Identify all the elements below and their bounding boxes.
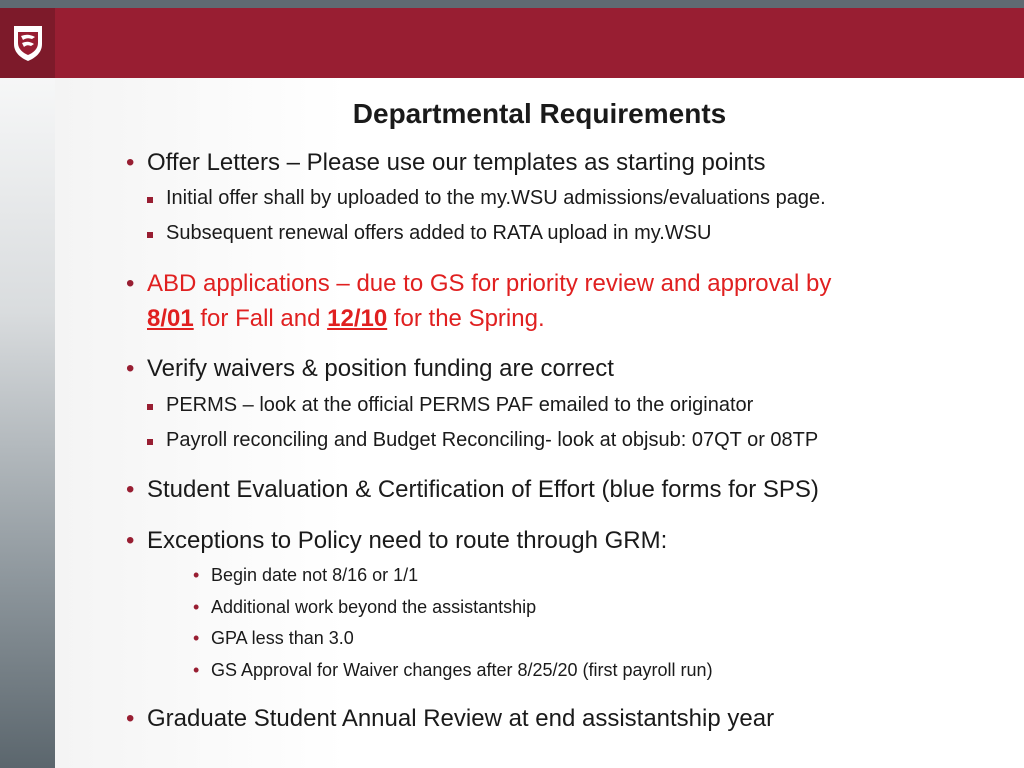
logo xyxy=(0,8,55,78)
bullet-dot-icon: • xyxy=(193,660,200,680)
fall-text: for Fall and xyxy=(200,305,321,332)
bullet-text: Exceptions to Policy need to route through GRM: xyxy=(147,527,668,554)
bullet-text: Offer Letters – Please use our templates as starting points xyxy=(147,149,766,176)
sub-bullet-text: Payroll reconciling and Budget Reconciling- look at objsub: 07QT or 08TP xyxy=(166,429,819,451)
wsu-cougar-shield-icon xyxy=(12,24,44,62)
bullet-dot-icon: • xyxy=(193,565,200,585)
bullet-dot-icon: • xyxy=(126,355,135,382)
sidebar-gradient xyxy=(0,8,55,768)
bullet-dot-icon: • xyxy=(126,149,135,176)
square-bullet-icon xyxy=(147,404,153,410)
bullet-dot-icon: • xyxy=(193,597,200,617)
sub-bullet-text: Begin date not 8/16 or 1/1 xyxy=(211,565,419,585)
bullet-dot-icon: • xyxy=(126,476,135,503)
sub-bullet-text: GS Approval for Waiver changes after 8/25/20 (first payroll run) xyxy=(211,660,713,680)
spring-deadline-date: 12/10 xyxy=(327,305,388,332)
bullet-dot-icon: • xyxy=(126,270,135,297)
square-bullet-icon xyxy=(147,439,153,445)
bullet-text: Graduate Student Annual Review at end assistantship year xyxy=(147,705,775,732)
bullet-dot-icon: • xyxy=(126,705,135,732)
bullet-text: ABD applications – due to GS for priority review and approval by xyxy=(147,270,832,297)
square-bullet-icon xyxy=(147,197,153,203)
bullet-dot-icon: • xyxy=(126,527,135,554)
sub-bullet-text: Initial offer shall by uploaded to the my.WSU admissions/evaluations page. xyxy=(166,187,826,209)
bullet-dot-icon: • xyxy=(193,628,200,648)
sub-bullet-text: Subsequent renewal offers added to RATA upload in my.WSU xyxy=(166,222,712,244)
fall-deadline-date: 8/01 xyxy=(147,305,194,332)
top-accent-line xyxy=(0,0,1024,8)
bullet-text: Verify waivers & position funding are correct xyxy=(147,355,614,382)
spring-text: for the Spring. xyxy=(393,305,545,332)
bullet-text: Student Evaluation & Certification of Effort (blue forms for SPS) xyxy=(147,476,819,503)
square-bullet-icon xyxy=(147,232,153,238)
sub-bullet-text: GPA less than 3.0 xyxy=(211,628,354,648)
header-banner xyxy=(0,8,1024,78)
sub-bullet-text: PERMS – look at the official PERMS PAF emailed to the originator xyxy=(166,394,754,416)
sub-bullet-text: Additional work beyond the assistantship xyxy=(211,597,537,617)
slide-title: Departmental Requirements xyxy=(352,98,727,129)
